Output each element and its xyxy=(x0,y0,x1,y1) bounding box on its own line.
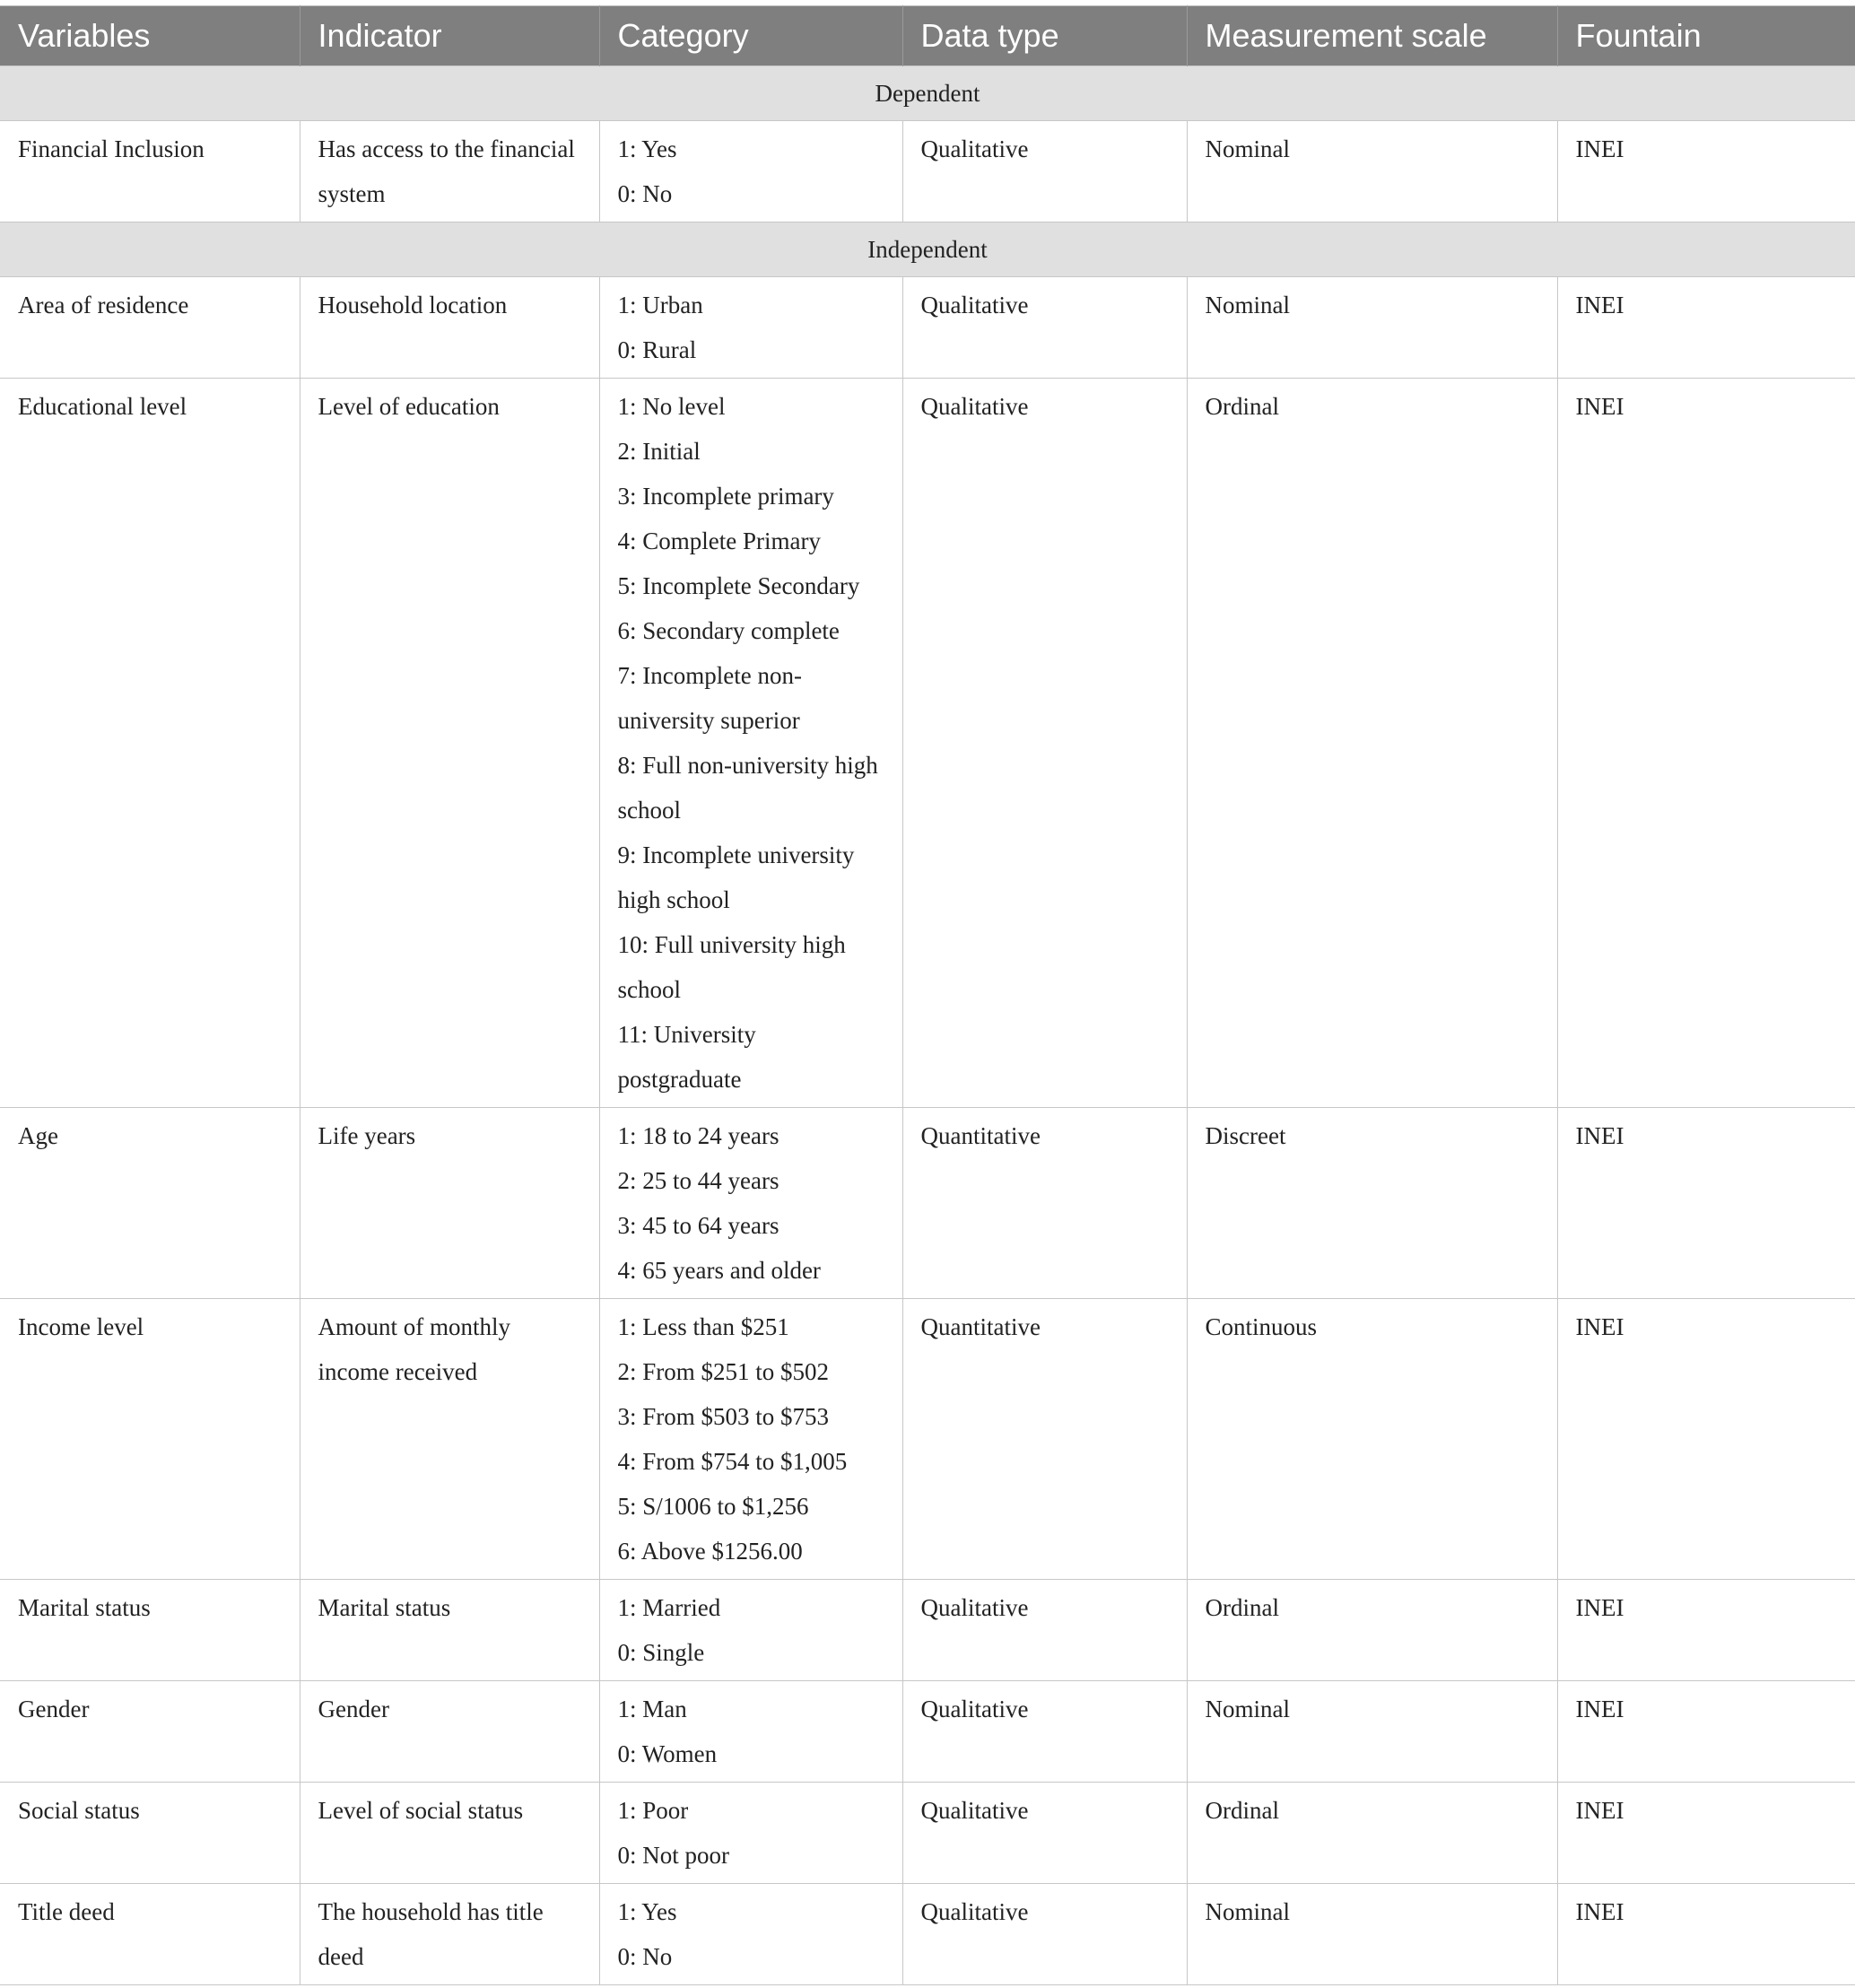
cell-measurement-scale: Ordinal xyxy=(1187,1783,1557,1884)
cell-data-type: Qualitative xyxy=(902,1580,1187,1681)
header-variables: Variables xyxy=(0,6,300,66)
category-item: 0: Women xyxy=(617,1740,718,1767)
cell-fountain: INEI xyxy=(1557,121,1855,222)
cell-data-type: Qualitative xyxy=(902,277,1187,379)
category-item: 0: No xyxy=(617,180,673,207)
cell-measurement-scale: Nominal xyxy=(1187,277,1557,379)
variables-table xyxy=(0,5,1855,1985)
cell-variable: Area of residence xyxy=(0,277,300,379)
cell-indicator: Level of education xyxy=(300,379,599,1108)
section-independent xyxy=(0,222,1855,277)
cell-data-type: Qualitative xyxy=(902,121,1187,222)
section-dependent-label: Dependent xyxy=(0,66,1855,121)
cell-category xyxy=(599,121,902,222)
category-item: 2: 25 to 44 years xyxy=(617,1167,779,1194)
category-item: 4: Complete Primary xyxy=(617,528,821,554)
table-row xyxy=(0,1580,1855,1681)
category-item: 1: Urban xyxy=(617,292,703,318)
cell-measurement-scale: Discreet xyxy=(1187,1108,1557,1299)
header-fountain: Fountain xyxy=(1557,6,1855,66)
cell-data-type: Qualitative xyxy=(902,1884,1187,1985)
section-independent-label: Independent xyxy=(0,222,1855,277)
category-item: 1: Less than $251 xyxy=(617,1313,789,1340)
category-item: 2: From $251 to $502 xyxy=(617,1358,830,1385)
cell-variable: Age xyxy=(0,1108,300,1299)
cell-data-type: Qualitative xyxy=(902,1783,1187,1884)
cell-data-type: Quantitative xyxy=(902,1108,1187,1299)
category-item: 1: Poor xyxy=(617,1797,689,1824)
cell-data-type: Quantitative xyxy=(902,1299,1187,1580)
cell-fountain: INEI xyxy=(1557,379,1855,1108)
category-item: 1: Yes xyxy=(617,135,677,162)
header-data-type: Data type xyxy=(902,6,1187,66)
table-row xyxy=(0,379,1855,1108)
category-item: 8: Full non-university high school xyxy=(617,752,878,824)
table-row xyxy=(0,1299,1855,1580)
cell-category xyxy=(599,379,902,1108)
cell-variable: Income level xyxy=(0,1299,300,1580)
cell-fountain: INEI xyxy=(1557,1299,1855,1580)
table-row xyxy=(0,277,1855,379)
category-item: 0: Rural xyxy=(617,336,697,363)
cell-indicator: Has access to the financial system xyxy=(300,121,599,222)
cell-variable: Title deed xyxy=(0,1884,300,1985)
cell-measurement-scale: Nominal xyxy=(1187,121,1557,222)
category-item: 6: Secondary complete xyxy=(617,617,840,644)
cell-variable: Educational level xyxy=(0,379,300,1108)
header-measurement-scale: Measurement scale xyxy=(1187,6,1557,66)
category-item: 1: 18 to 24 years xyxy=(617,1122,779,1149)
cell-category xyxy=(599,1884,902,1985)
variables-table-container xyxy=(0,5,1855,1985)
category-item: 0: Single xyxy=(617,1639,705,1666)
table-row xyxy=(0,1783,1855,1884)
cell-fountain: INEI xyxy=(1557,1783,1855,1884)
category-item: 3: From $503 to $753 xyxy=(617,1403,830,1430)
cell-variable: Social status xyxy=(0,1783,300,1884)
cell-measurement-scale: Nominal xyxy=(1187,1681,1557,1783)
cell-category xyxy=(599,1783,902,1884)
category-item: 0: No xyxy=(617,1943,673,1970)
category-item: 9: Incomplete university high school xyxy=(617,841,855,913)
cell-measurement-scale: Nominal xyxy=(1187,1884,1557,1985)
header-category: Category xyxy=(599,6,902,66)
category-item: 4: 65 years and older xyxy=(617,1257,821,1284)
cell-category xyxy=(599,1108,902,1299)
category-item: 5: S/1006 to $1,256 xyxy=(617,1493,809,1520)
cell-indicator: Level of social status xyxy=(300,1783,599,1884)
cell-data-type: Qualitative xyxy=(902,1681,1187,1783)
cell-variable: Financial Inclusion xyxy=(0,121,300,222)
category-item: 1: Yes xyxy=(617,1898,677,1925)
category-item: 2: Initial xyxy=(617,438,701,465)
cell-fountain: INEI xyxy=(1557,1884,1855,1985)
cell-measurement-scale: Ordinal xyxy=(1187,379,1557,1108)
cell-data-type: Qualitative xyxy=(902,379,1187,1108)
category-item: 1: Man xyxy=(617,1696,687,1722)
cell-fountain: INEI xyxy=(1557,277,1855,379)
cell-measurement-scale: Continuous xyxy=(1187,1299,1557,1580)
header-indicator: Indicator xyxy=(300,6,599,66)
cell-indicator: Household location xyxy=(300,277,599,379)
cell-indicator: Gender xyxy=(300,1681,599,1783)
table-body xyxy=(0,66,1855,1985)
category-item: 7: Incomplete non-university superior xyxy=(617,662,802,734)
category-item: 11: University postgraduate xyxy=(617,1021,756,1093)
table-row xyxy=(0,121,1855,222)
table-header xyxy=(0,6,1855,66)
category-item: 0: Not poor xyxy=(617,1842,729,1869)
category-item: 6: Above $1256.00 xyxy=(617,1538,803,1565)
section-dependent xyxy=(0,66,1855,121)
cell-category xyxy=(599,277,902,379)
cell-fountain: INEI xyxy=(1557,1108,1855,1299)
table-row xyxy=(0,1884,1855,1985)
cell-fountain: INEI xyxy=(1557,1681,1855,1783)
cell-indicator: Life years xyxy=(300,1108,599,1299)
cell-indicator: Amount of monthly income received xyxy=(300,1299,599,1580)
cell-measurement-scale: Ordinal xyxy=(1187,1580,1557,1681)
category-item: 3: 45 to 64 years xyxy=(617,1212,779,1239)
cell-category xyxy=(599,1299,902,1580)
table-row xyxy=(0,1108,1855,1299)
table-row xyxy=(0,1681,1855,1783)
cell-category xyxy=(599,1580,902,1681)
header-row xyxy=(0,6,1855,66)
cell-variable: Gender xyxy=(0,1681,300,1783)
cell-indicator: Marital status xyxy=(300,1580,599,1681)
category-item: 1: No level xyxy=(617,393,726,420)
cell-indicator: The household has title deed xyxy=(300,1884,599,1985)
category-item: 4: From $754 to $1,005 xyxy=(617,1448,848,1475)
cell-fountain: INEI xyxy=(1557,1580,1855,1681)
category-item: 5: Incomplete Secondary xyxy=(617,572,860,599)
category-item: 1: Married xyxy=(617,1594,721,1621)
category-item: 10: Full university high school xyxy=(617,931,846,1003)
cell-category xyxy=(599,1681,902,1783)
category-item: 3: Incomplete primary xyxy=(617,483,834,510)
cell-variable: Marital status xyxy=(0,1580,300,1681)
